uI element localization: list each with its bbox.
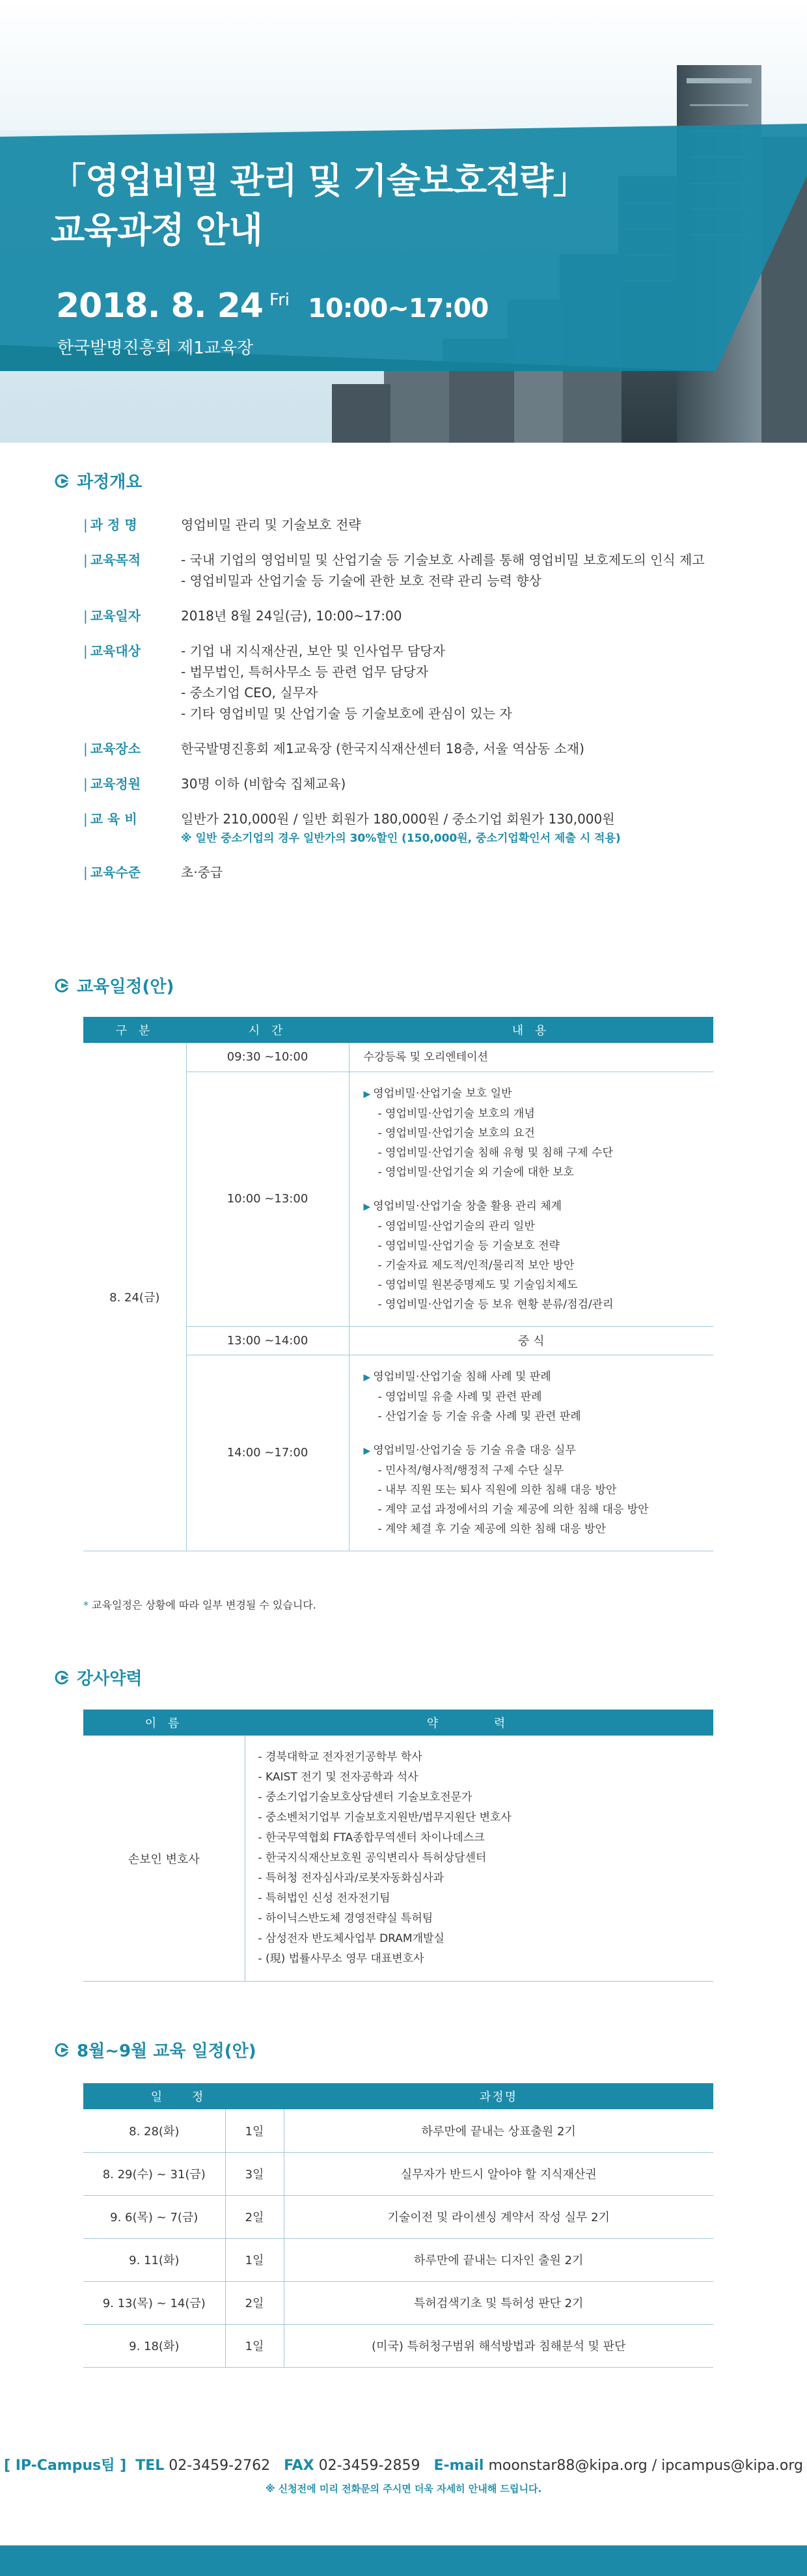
overview-label: | 과 정 명 bbox=[83, 517, 137, 533]
overview-value bbox=[181, 514, 760, 535]
monthly-header-row bbox=[83, 2083, 713, 2109]
overview-label-text: 교육수준 bbox=[90, 865, 141, 880]
topic-item: - 영업비밀·산업기술 등 보유 현황 분류/점검/관리 bbox=[377, 1297, 614, 1311]
topic-item: - 영업비밀·산업기술 보호의 개념 bbox=[377, 1107, 535, 1120]
table-row bbox=[83, 2195, 713, 2238]
hero-title bbox=[51, 156, 588, 255]
overview-row bbox=[83, 605, 760, 626]
schedule-heading bbox=[55, 973, 174, 997]
time-cell: 10:00 ~13:00 bbox=[186, 1072, 349, 1326]
topic-item: - 영업비밀·산업기술 보호의 요건 bbox=[377, 1126, 535, 1140]
overview-line: 30명 이하 (비합숙 집체교육) bbox=[181, 776, 346, 792]
hero-time: 10:00~17:00 bbox=[307, 294, 489, 324]
date-cell: 8. 29(수) ~ 31(금) bbox=[83, 2152, 225, 2195]
overview-row bbox=[83, 862, 760, 883]
career-item: - 경북대학교 전자전기공학부 학사 bbox=[258, 1751, 422, 1764]
career-item: - (現) 법률사무소 영무 대표변호사 bbox=[258, 1952, 424, 1965]
monthly-schedule-heading bbox=[55, 2038, 256, 2062]
overview-label: | 교육장소 bbox=[83, 741, 141, 756]
hero-date: 2018. 8. 24 bbox=[56, 286, 263, 325]
overview-value bbox=[181, 641, 760, 724]
course-cell: 기술이전 및 라이센싱 계약서 작성 실무 2기 bbox=[284, 2195, 713, 2238]
topic-item: - 민사적/형사적/행정적 구제 수단 실무 bbox=[377, 1463, 564, 1477]
time-cell: 14:00 ~17:00 bbox=[186, 1355, 349, 1551]
overview-label: | 교육대상 bbox=[83, 643, 141, 659]
overview-line: - 영업비밀과 산업기술 등 기술에 관한 보호 전략 관리 능력 향상 bbox=[181, 573, 541, 589]
days-cell: 2일 bbox=[225, 2281, 284, 2324]
days-cell: 3일 bbox=[225, 2152, 284, 2195]
days-cell: 1일 bbox=[225, 2109, 284, 2152]
topic-item: - 영업비밀 원본증명제도 및 기술임치제도 bbox=[377, 1278, 578, 1292]
instructor-header-row bbox=[83, 1710, 713, 1736]
topic-item: - 계약 체결 후 기술 제공에 의한 침해 대응 방안 bbox=[377, 1522, 606, 1536]
content-cell bbox=[349, 1355, 713, 1551]
col-header: 이 름 bbox=[83, 1710, 245, 1736]
career-item: - 한국지식재산보호원 공익변리사 특허상담센터 bbox=[258, 1851, 487, 1864]
table-row bbox=[83, 2152, 713, 2195]
table-row bbox=[83, 2324, 713, 2367]
arrow-circle-icon bbox=[55, 2042, 72, 2058]
overview-line: 일반가 210,000원 / 일반 회원가 180,000원 / 중소기업 회원가 130,000원 bbox=[181, 811, 615, 827]
career-item: - 중소기업기술보호상담센터 기술보호전문가 bbox=[258, 1791, 472, 1804]
overview-line: 초·중급 bbox=[181, 865, 223, 880]
topic-item: - 산업기술 등 기술 유출 사례 및 관련 판례 bbox=[377, 1409, 581, 1423]
overview-value bbox=[181, 549, 760, 591]
instructor-heading bbox=[55, 1665, 142, 1689]
fax-label: FAX bbox=[284, 2458, 314, 2474]
career-item: - 특허법인 신성 전자전기팀 bbox=[258, 1892, 390, 1905]
topic-item: - 기술자료 제도적/인적/물리적 보안 방안 bbox=[377, 1258, 575, 1272]
email-address[interactable]: moonstar88@kipa.org / ipcampus@kipa.org bbox=[488, 2458, 803, 2474]
arrow-circle-icon bbox=[55, 1669, 72, 1686]
hero-dow: Fri bbox=[269, 290, 290, 310]
date-cell: 9. 6(목) ~ 7(금) bbox=[83, 2195, 225, 2238]
content-cell: 중 식 bbox=[349, 1326, 713, 1355]
instructor-table bbox=[83, 1710, 713, 1982]
overview-label-text: 교 육 비 bbox=[90, 811, 137, 827]
career-item: - 하이닉스반도체 경영전략실 특허팀 bbox=[258, 1912, 433, 1925]
topic-item: - 영업비밀·산업기술 등 기술보호 전략 bbox=[377, 1239, 560, 1253]
hero-title-line1: 「영업비밀 관리 및 기술보호전략」 bbox=[51, 160, 588, 201]
table-row bbox=[83, 2109, 713, 2152]
days-cell: 1일 bbox=[225, 2324, 284, 2367]
overview-label-text: 교육목적 bbox=[90, 552, 141, 568]
overview-list bbox=[83, 514, 760, 897]
overview-label-text: 과 정 명 bbox=[90, 517, 137, 533]
overview-row bbox=[83, 641, 760, 724]
col-header: 과정명 bbox=[284, 2083, 713, 2109]
arrow-circle-icon bbox=[55, 473, 72, 490]
arrow-circle-icon bbox=[55, 977, 72, 994]
overview-line: - 중소기업 CEO, 실무자 bbox=[181, 685, 318, 700]
overview-label-text: 교육정원 bbox=[90, 776, 141, 792]
contact-note: ※ 신청전에 미리 전화문의 주시면 더욱 자세히 안내해 드립니다. bbox=[265, 2483, 542, 2495]
monthly-schedule-table bbox=[83, 2083, 713, 2368]
instructor-name: 손보인 변호사 bbox=[83, 1736, 245, 1982]
date-cell: 8. 28(화) bbox=[83, 2109, 225, 2152]
hero-banner bbox=[0, 0, 807, 443]
topic-item: - 영업비밀 유출 사례 및 관련 판례 bbox=[377, 1390, 542, 1404]
course-cell: 하루만에 끝내는 디자인 출원 2기 bbox=[284, 2238, 713, 2281]
topic-title-text: 영업비밀·산업기술 보호 일반 bbox=[373, 1087, 512, 1100]
career-list bbox=[258, 1747, 707, 1969]
email-label: E-mail bbox=[433, 2458, 484, 2474]
topic-title-text: 영업비밀·산업기술 침해 사례 및 판례 bbox=[373, 1370, 551, 1383]
instructor-career bbox=[245, 1736, 713, 1982]
tel-label: TEL bbox=[135, 2458, 165, 2474]
col-header: 약 력 bbox=[245, 1710, 713, 1736]
date-cell: 9. 11(화) bbox=[83, 2238, 225, 2281]
time-cell: 09:30 ~10:00 bbox=[186, 1043, 349, 1072]
monthly-schedule-heading-text: 8월~9월 교육 일정(안) bbox=[77, 2042, 256, 2061]
overview-row bbox=[83, 773, 760, 794]
overview-value bbox=[181, 809, 760, 848]
overview-value bbox=[181, 862, 760, 883]
overview-heading bbox=[55, 469, 142, 493]
course-cell: 특허검색기초 및 특허성 판단 2기 bbox=[284, 2281, 713, 2324]
overview-line: - 국내 기업의 영업비밀 및 산업기술 등 기술보호 사례를 통해 영업비밀 보호제도의 인식 제고 bbox=[181, 552, 705, 568]
days-cell: 1일 bbox=[225, 2238, 284, 2281]
topic-item: - 영업비밀·산업기술의 관리 일반 bbox=[377, 1219, 535, 1233]
days-cell: 2일 bbox=[225, 2195, 284, 2238]
overview-line: 한국발명진흥회 제1교육장 (한국지식재산센터 18층, 서울 역삼동 소재) bbox=[181, 741, 584, 756]
schedule-header-row bbox=[83, 1017, 713, 1043]
hero-date-line bbox=[56, 286, 488, 325]
topic-item: - 영업비밀·산업기술 침해 유형 및 침해 구제 수단 bbox=[377, 1146, 613, 1159]
fee-note: ※ 일반 중소기업의 경우 일반가의 30%할인 (150,000원, 중소기업확인서 제출 시 적용) bbox=[181, 832, 621, 845]
career-item: - 삼성전자 반도체사업부 DRAM개발실 bbox=[258, 1932, 445, 1945]
content-cell bbox=[349, 1072, 713, 1326]
hero-title-line2: 교육과정 안내 bbox=[51, 210, 262, 251]
schedule-footnote: * 교육일정은 상황에 따라 일부 변경될 수 있습니다. bbox=[83, 1599, 316, 1611]
topic-item: - 계약 교섭 과정에서의 기술 제공에 의한 침해 대응 방안 bbox=[377, 1503, 649, 1516]
col-header: 내 용 bbox=[349, 1017, 713, 1043]
time-cell: 13:00 ~14:00 bbox=[186, 1326, 349, 1355]
overview-label-text: 교육대상 bbox=[90, 643, 141, 659]
schedule-footnote-text: 교육일정은 상황에 따라 일부 변경될 수 있습니다. bbox=[92, 1599, 316, 1611]
tel-number[interactable]: 02-3459-2762 bbox=[169, 2458, 271, 2474]
col-header: 시 간 bbox=[186, 1017, 349, 1043]
career-item: - KAIST 전기 및 전자공학과 석사 bbox=[258, 1771, 418, 1784]
hero-venue: 한국발명진흥회 제1교육장 bbox=[57, 339, 254, 358]
course-cell: 실무자가 반드시 알아야 할 지식재산권 bbox=[284, 2152, 713, 2195]
col-header: 구 분 bbox=[83, 1017, 186, 1043]
overview-row bbox=[83, 738, 760, 759]
schedule-heading-text: 교육일정(안) bbox=[77, 977, 174, 997]
overview-row bbox=[83, 514, 760, 535]
overview-line: - 법무법인, 특허사무소 등 관련 업무 담당자 bbox=[181, 664, 429, 680]
overview-line: 영업비밀 관리 및 기술보호 전략 bbox=[181, 517, 361, 533]
overview-value bbox=[181, 773, 760, 794]
topic-item: - 내부 직원 또는 퇴사 직원에 의한 침해 대응 방안 bbox=[377, 1483, 617, 1497]
overview-label-text: 교육장소 bbox=[90, 741, 141, 756]
topic-item: - 영업비밀·산업기술 외 기술에 대한 보호 bbox=[377, 1165, 574, 1179]
course-cell: 하루만에 끝내는 상표출원 2기 bbox=[284, 2109, 713, 2152]
day-cell: 8. 24(금) bbox=[83, 1043, 186, 1551]
date-cell: 9. 13(목) ~ 14(금) bbox=[83, 2281, 225, 2324]
career-item: - 특허청 전자심사과/로봇자동화심사과 bbox=[258, 1872, 444, 1885]
overview-heading-text: 과정개요 bbox=[77, 473, 143, 492]
topic-title: ▶ 영업비밀·산업기술 창출 활용 관리 체계 bbox=[363, 1199, 562, 1213]
topic-title: ▶ 영업비밀·산업기술 침해 사례 및 판례 bbox=[363, 1370, 551, 1383]
topic-title-text: 영업비밀·산업기술 등 기술 유출 대응 실무 bbox=[373, 1443, 576, 1457]
schedule-table bbox=[83, 1017, 713, 1551]
career-item: - 중소벤처기업부 기술보호지원반/법무지원단 변호사 bbox=[258, 1811, 512, 1824]
content-cell: 수강등록 및 오리엔테이션 bbox=[349, 1043, 713, 1072]
contact-line bbox=[0, 2454, 807, 2474]
fax-number: 02-3459-2859 bbox=[318, 2458, 420, 2474]
overview-label: | 교육정원 bbox=[83, 776, 141, 792]
overview-row bbox=[83, 549, 760, 591]
table-row bbox=[83, 1043, 713, 1072]
instructor-heading-text: 강사약력 bbox=[77, 1669, 143, 1689]
overview-line: - 기타 영업비밀 및 산업기술 등 기술보호에 관심이 있는 자 bbox=[181, 706, 512, 721]
overview-label: | 교육목적 bbox=[83, 552, 141, 568]
table-row bbox=[83, 2238, 713, 2281]
footer-bar bbox=[0, 2545, 807, 2576]
career-item: - 한국무역협회 FTA종합무역센터 차이나데스크 bbox=[258, 1831, 485, 1844]
topic-title: ▶ 영업비밀·산업기술 등 기술 유출 대응 실무 bbox=[363, 1443, 576, 1457]
col-header: 일 정 bbox=[83, 2083, 284, 2109]
table-row bbox=[83, 2281, 713, 2324]
overview-label: | 교 육 비 bbox=[83, 811, 137, 827]
overview-label-text: 교육일자 bbox=[90, 608, 141, 624]
team-label: [ IP-Campus팀 ] bbox=[4, 2458, 127, 2474]
overview-line: - 기업 내 지식재산권, 보안 및 인사업무 담당자 bbox=[181, 643, 445, 659]
overview-label: | 교육일자 bbox=[83, 608, 141, 624]
overview-value bbox=[181, 738, 760, 759]
date-cell: 9. 18(화) bbox=[83, 2324, 225, 2367]
topic-title-text: 영업비밀·산업기술 창출 활용 관리 체계 bbox=[373, 1199, 562, 1213]
overview-label: | 교육수준 bbox=[83, 865, 141, 880]
overview-line: 2018년 8월 24일(금), 10:00~17:00 bbox=[181, 608, 402, 624]
table-row bbox=[83, 1736, 713, 1982]
overview-row bbox=[83, 809, 760, 848]
overview-value bbox=[181, 605, 760, 626]
topic-title: ▶ 영업비밀·산업기술 보호 일반 bbox=[363, 1087, 512, 1100]
course-cell: (미국) 특허청구범위 해석방법과 침해분석 및 판단 bbox=[284, 2324, 713, 2367]
